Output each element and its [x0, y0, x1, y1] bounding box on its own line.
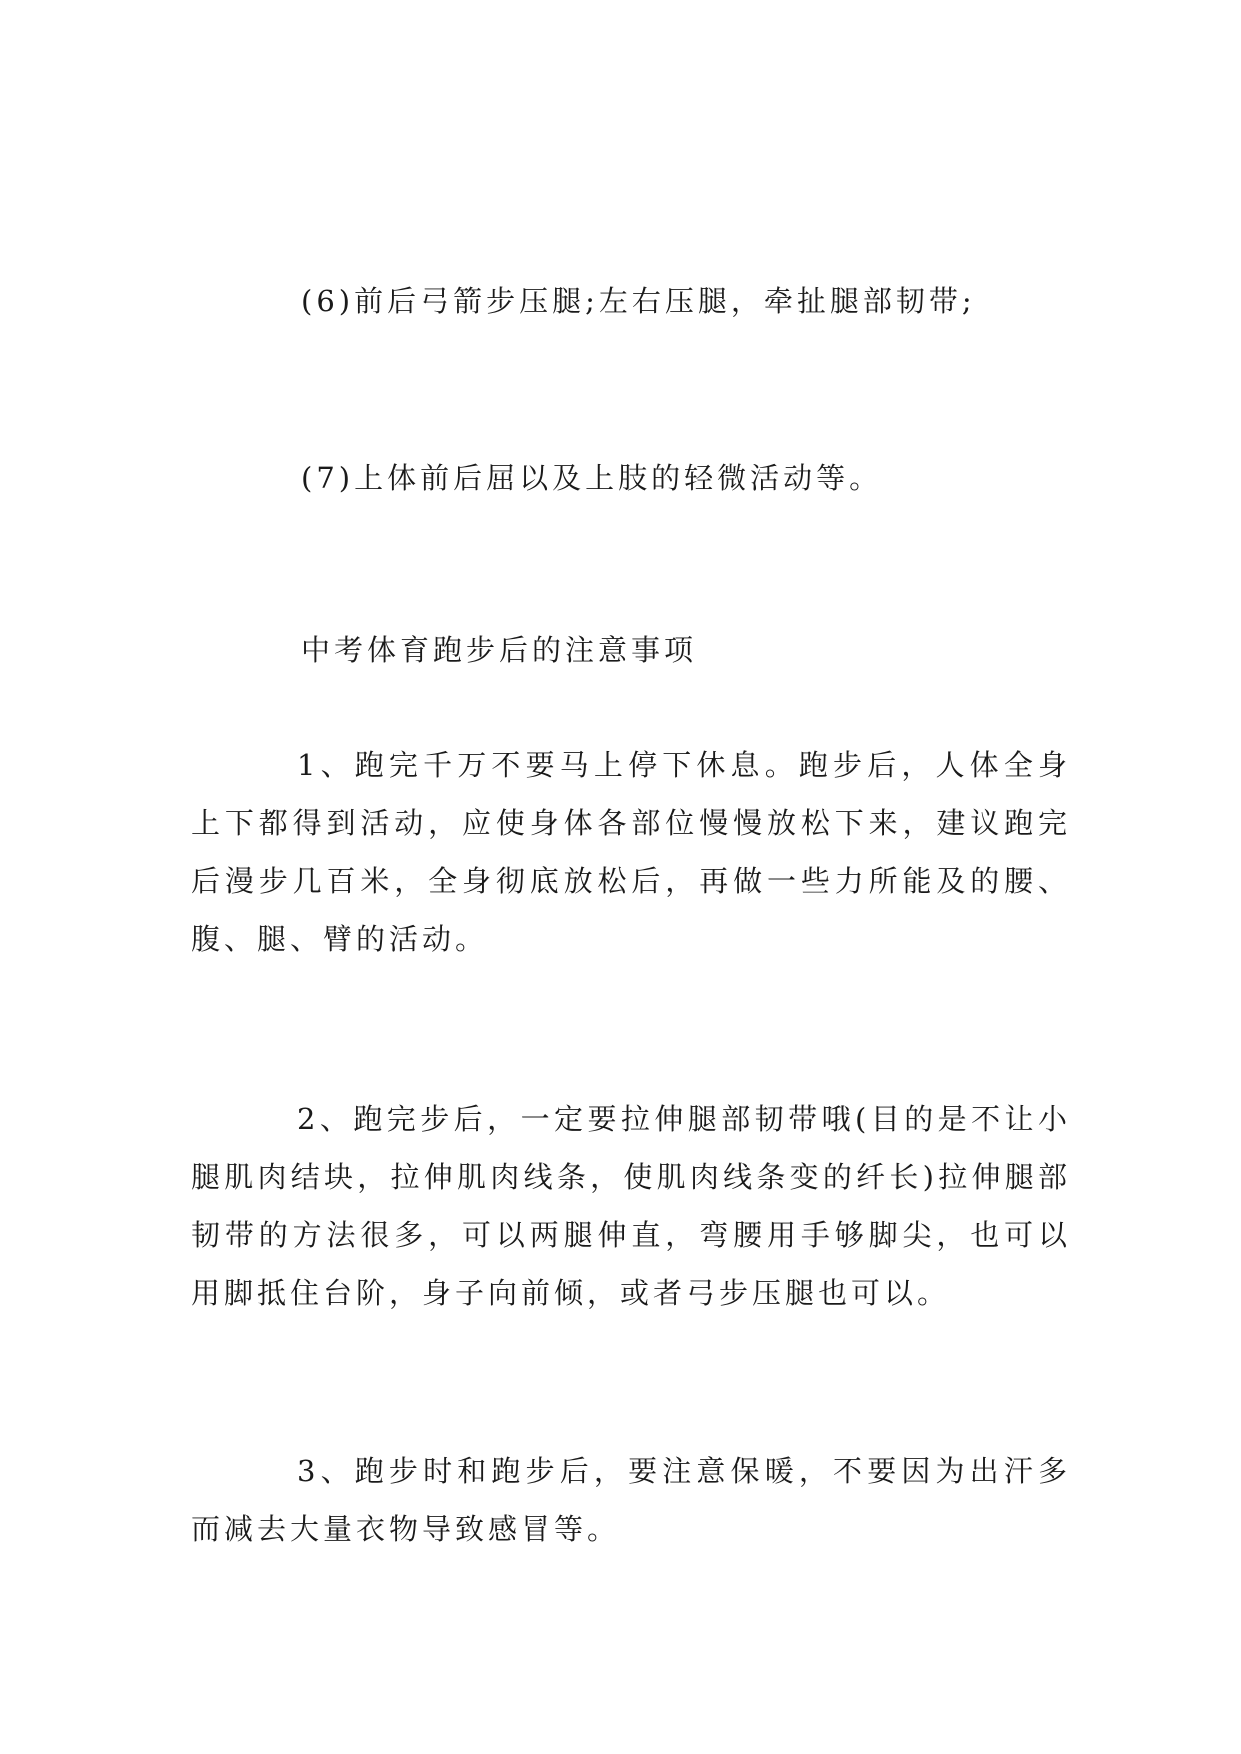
- list-item-7: (7)上体前后屈以及上肢的轻微活动等。: [301, 461, 883, 495]
- paragraph-2: 2、跑完步后，一定要拉伸腿部韧带哦(目的是不让小腿肌肉结块，拉伸肌肉线条，使肌肉线条变的纤长)拉伸腿部韧带的方法很多，可以两腿伸直，弯腰用手够脚尖，也可以用脚抵住台阶，身子向前倾，或者弓步压腿也可以。: [191, 1102, 1071, 1310]
- paragraph-3: 3、跑步时和跑步后，要注意保暖，不要因为出汗多而减去大量衣物导致感冒等。: [191, 1454, 1071, 1546]
- list-item-6: (6)前后弓箭步压腿;左右压腿，牵扯腿部韧带;: [301, 284, 976, 318]
- section-heading: 中考体育跑步后的注意事项: [301, 633, 698, 667]
- paragraph-1: 1、跑完千万不要马上停下休息。跑步后，人体全身上下都得到活动，应使身体各部位慢慢放松下来，建议跑完后漫步几百米，全身彻底放松后，再做一些力所能及的腰、腹、腿、臂的活动。: [191, 748, 1071, 956]
